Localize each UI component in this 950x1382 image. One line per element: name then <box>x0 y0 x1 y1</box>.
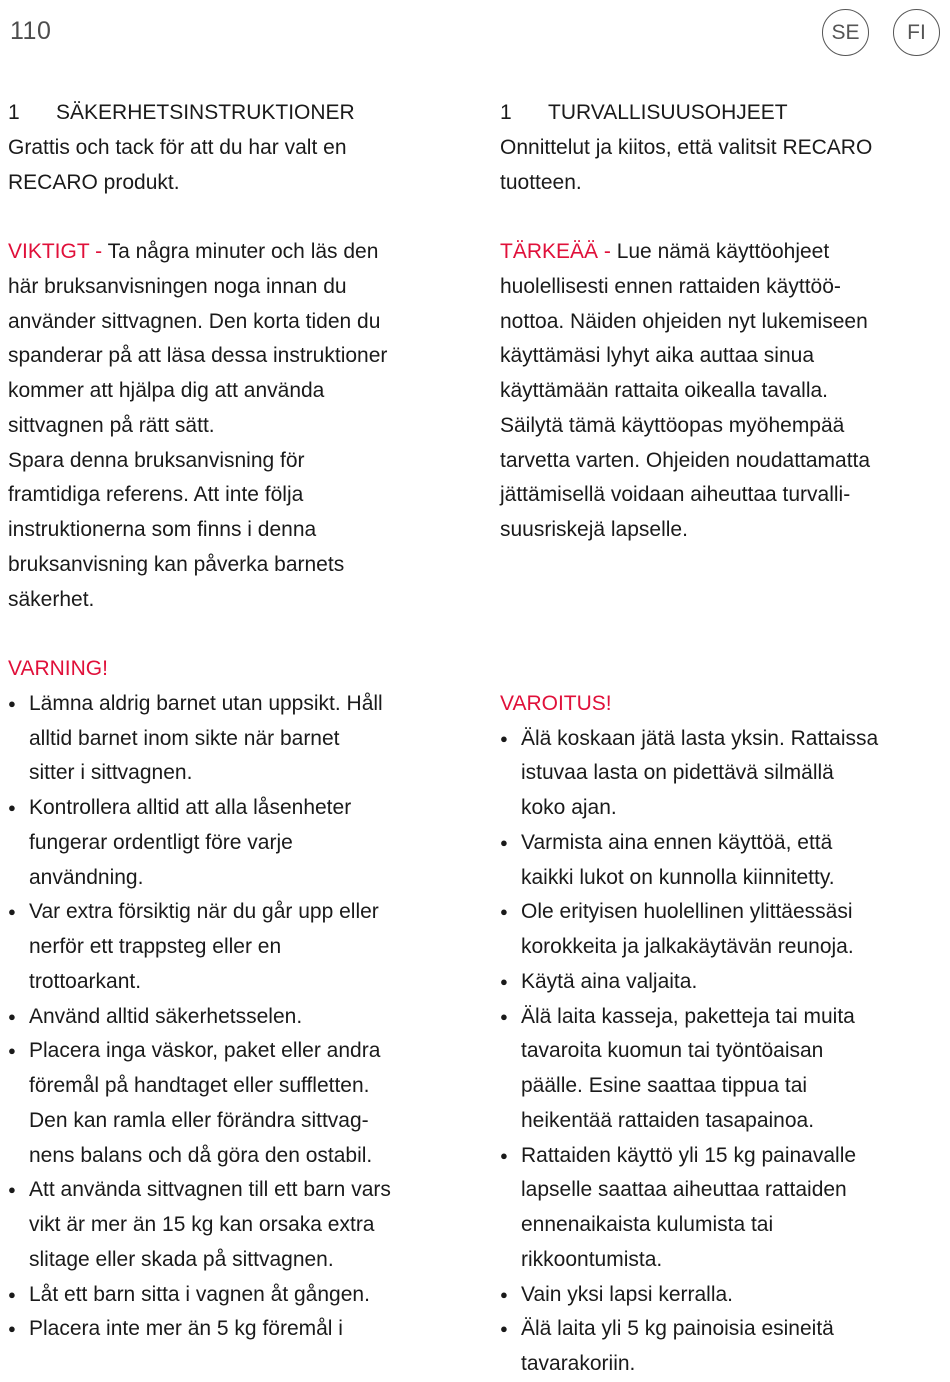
important-line: instruktionerna som finns i denna <box>8 518 317 541</box>
bullet-item <box>8 1000 463 1035</box>
bullet-line: Vain yksi lapsi kerralla. <box>521 1282 734 1306</box>
spacer <box>500 617 945 652</box>
important-line: här bruksanvisningen noga innan du <box>8 274 347 298</box>
warning-label: VARNING! <box>8 657 108 680</box>
bullet-line: Rattaiden käyttö yli 15 kg painavalle <box>521 1143 857 1167</box>
section-heading <box>8 96 463 131</box>
bullet-line: korokkeita ja jalkakäytävän reunoja. <box>521 935 854 958</box>
bullet-item <box>500 895 945 965</box>
bullet-line: vikt är mer än 15 kg kan orsaka extra <box>29 1213 375 1236</box>
language-badge-se: SE <box>822 9 869 56</box>
page-number: 110 <box>10 17 52 45</box>
bullet-line: fungerar ordentligt före varje <box>29 830 293 854</box>
spacer <box>8 200 463 235</box>
bullet-item <box>500 1000 945 1139</box>
spacer <box>500 652 945 687</box>
bullet-line: Använd alltid säkerhetsselen. <box>29 1004 303 1028</box>
bullet-line: päälle. Esine saattaa tippua tai <box>521 1074 808 1097</box>
bullet-line: heikentää rattaiden tasapainoa. <box>521 1108 815 1132</box>
bullet-icon: ● <box>8 1043 16 1059</box>
important-line: säkerhet. <box>8 587 95 611</box>
important-line: jättämisellä voidaan aiheuttaa turvalli- <box>500 483 851 507</box>
bullet-line: lapselle saattaa aiheuttaa rattaiden <box>521 1178 847 1202</box>
bullet-line: Den kan ramla eller förändra sittvag- <box>29 1108 369 1132</box>
spacer <box>500 548 945 583</box>
bullet-icon: ● <box>500 730 508 746</box>
spacer <box>500 583 945 618</box>
bullet-line: slitage eller skada på sittvagnen. <box>29 1247 334 1271</box>
bullet-icon: ● <box>500 1008 508 1024</box>
important-line: använder sittvagnen. Den korta tiden du <box>8 309 381 333</box>
section-heading <box>500 96 945 131</box>
important-line: nottoa. Näiden ohjeiden nyt lukemiseen <box>500 309 868 333</box>
bullet-item <box>500 965 945 1000</box>
spacer <box>500 200 945 235</box>
bullet-icon: ● <box>8 1286 16 1302</box>
bullet-line: användning. <box>29 865 144 889</box>
intro-line: Grattis och tack för att du har valt en <box>8 135 347 159</box>
important-first-line <box>500 235 945 270</box>
bullet-line: Placera inte mer än 5 kg föremål i <box>29 1317 343 1341</box>
bullet-item <box>500 826 945 896</box>
section-number: 1 <box>8 101 20 124</box>
bullet-line: Kontrollera alltid att alla låsenheter <box>29 796 352 819</box>
important-line: käyttämään rattaita oikealla tavalla. <box>500 379 829 402</box>
bullet-line: Var extra försiktig när du går upp eller <box>29 900 379 924</box>
bullet-icon: ● <box>8 1008 16 1024</box>
important-line: bruksanvisning kan påverka barnets <box>8 552 345 576</box>
bullet-line: rikkoontumista. <box>521 1247 663 1271</box>
bullet-line: Ole erityisen huolellinen ylittäessäsi <box>521 900 853 924</box>
bullet-line: koko ajan. <box>521 796 617 819</box>
section-title: SÄKERHETSINSTRUKTIONER <box>56 101 355 124</box>
bullet-line: nerför ett trappsteg eller en <box>29 935 282 958</box>
important-text: Ta några minuter och läs den <box>102 240 379 263</box>
important-label: VIKTIGT - <box>8 240 103 263</box>
bullet-line: kaikki lukot on kunnolla kiinnitetty. <box>521 865 835 889</box>
important-line: framtidiga referens. Att inte följa <box>8 483 304 507</box>
bullet-line: tavarakoriin. <box>521 1352 636 1375</box>
bullet-item <box>500 722 945 826</box>
bullet-icon: ● <box>500 973 508 989</box>
important-line: kommer att hjälpa dig att använda <box>8 379 325 402</box>
bullet-item <box>8 687 463 791</box>
warning-label: VAROITUS! <box>500 691 612 715</box>
bullet-line: tavaroita kuomun tai työntöaisan <box>521 1039 824 1063</box>
important-label: TÄRKEÄÄ - <box>500 240 611 263</box>
bullet-line: istuvaa lasta on pidettävä silmällä <box>521 761 834 785</box>
bullet-icon: ● <box>500 1286 508 1302</box>
bullet-line: föremål på handtaget eller suffletten. <box>29 1074 370 1097</box>
bullet-line: Älä koskaan jätä lasta yksin. Rattaissa <box>521 726 879 750</box>
bullet-line: Lämna aldrig barnet utan uppsikt. Håll <box>29 691 383 715</box>
bullet-line: nens balans och då göra den ostabil. <box>29 1143 373 1167</box>
important-line: tarvetta varten. Ohjeiden noudattamatta <box>500 448 871 472</box>
bullet-icon: ● <box>500 834 508 850</box>
important-line: sittvagnen på rätt sätt. <box>8 413 215 437</box>
bullet-icon: ● <box>500 1147 508 1163</box>
bullet-line: Älä laita yli 5 kg painoisia esineitä <box>521 1317 834 1341</box>
bullet-item <box>500 1312 945 1382</box>
important-first-line <box>8 235 463 270</box>
intro-line: Onnittelut ja kiitos, että valitsit RECARO <box>500 135 873 159</box>
important-text: Lue nämä käyttöohjeet <box>610 240 830 263</box>
language-badge-fi: FI <box>893 9 940 56</box>
bullet-icon: ● <box>500 904 508 920</box>
bullet-line: Att använda sittvagnen till ett barn vars <box>29 1178 391 1202</box>
spacer <box>8 617 463 652</box>
bullet-line: Varmista aina ennen käyttöä, että <box>521 830 833 854</box>
important-line: spanderar på att läsa dessa instruktioner <box>8 344 388 368</box>
bullet-line: alltid barnet inom sikte när barnet <box>29 726 340 750</box>
important-line: käyttämäsi lyhyt aika auttaa sinua <box>500 344 814 368</box>
bullet-line: Käytä aina valjaita. <box>521 969 698 993</box>
bullet-item <box>8 1034 463 1173</box>
section-title: TURVALLISUUSOHJEET <box>548 101 788 124</box>
finnish-column <box>500 96 945 1382</box>
important-line: huolellisesti ennen rattaiden käyttöö- <box>500 274 841 298</box>
section-number: 1 <box>500 101 512 124</box>
important-line: suusriskejä lapselle. <box>500 518 688 541</box>
intro-line: RECARO produkt. <box>8 170 180 194</box>
bullet-item <box>8 895 463 999</box>
bullet-line: Placera inga väskor, paket eller andra <box>29 1039 381 1063</box>
bullet-item <box>500 1278 945 1313</box>
bullet-icon: ● <box>8 1182 16 1198</box>
important-line: Spara denna bruksanvisning för <box>8 448 305 472</box>
bullet-icon: ● <box>8 904 16 920</box>
bullet-line: trottoarkant. <box>29 969 142 993</box>
bullet-item <box>8 1278 463 1313</box>
bullet-item <box>500 1139 945 1278</box>
swedish-column <box>8 96 463 1347</box>
bullet-icon: ● <box>8 800 16 815</box>
bullet-icon: ● <box>8 695 16 711</box>
bullet-item <box>8 1312 463 1347</box>
intro-line: tuotteen. <box>500 170 582 194</box>
bullet-line: Älä laita kasseja, paketteja tai muita <box>521 1004 855 1028</box>
bullet-line: ennenaikaista kulumista tai <box>521 1213 774 1236</box>
bullet-icon: ● <box>500 1321 508 1337</box>
bullet-item <box>8 791 463 895</box>
bullet-line: Låt ett barn sitta i vagnen åt gången. <box>29 1282 370 1306</box>
important-line: Säilytä tämä käyttöopas myöhempää <box>500 413 845 437</box>
bullet-line: sitter i sittvagnen. <box>29 761 193 785</box>
bullet-item <box>8 1173 463 1277</box>
bullet-icon: ● <box>8 1321 16 1337</box>
